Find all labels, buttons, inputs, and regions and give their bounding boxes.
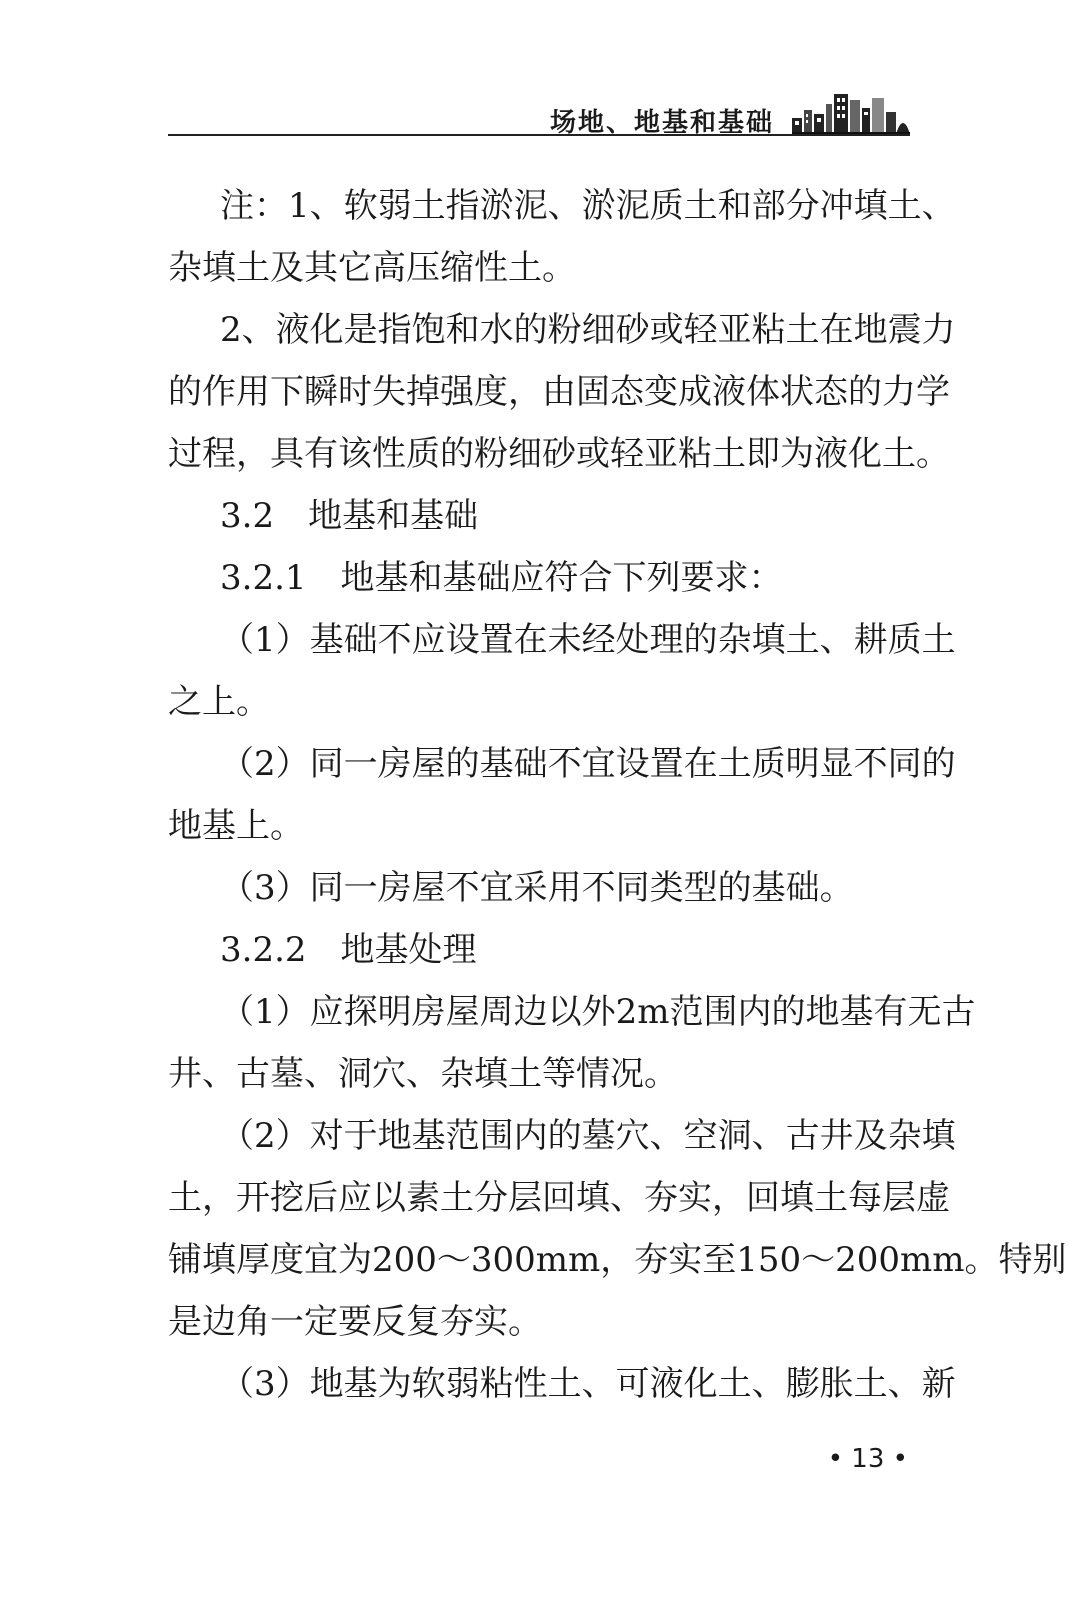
- clause-3-2-2-item-2-line-4: 是边角一定要反复夯实。: [168, 1302, 542, 1342]
- section-number: 3.2: [220, 496, 275, 536]
- city-skyline-icon: [792, 88, 910, 134]
- clause-3-2-1-heading: [220, 556, 783, 600]
- clause-3-2-2-item-2-line-2: 土，开挖后应以素土分层回填、夯实，回填土每层虚: [168, 1178, 950, 1218]
- clause-3-2-1-item-1-line-2: 之上。: [168, 682, 270, 722]
- clause-3-2-2-item-3-line-1: （3）地基为软弱粘性土、可液化土、膨胀土、新: [220, 1364, 956, 1404]
- section-heading: [220, 494, 478, 538]
- liquefaction-line-1: 2、液化是指饱和水的粉细砂或轻亚粘土在地震力: [220, 310, 956, 350]
- clause-3-2-2-item-2-line-3: 铺填厚度宜为200～300mm，夯实至150～200mm。特别: [168, 1240, 1067, 1280]
- clause-number: 3.2.1: [220, 558, 307, 598]
- clause-3-2-1-item-1-line-1: （1）基础不应设置在未经处理的杂填土、耕质土: [220, 620, 956, 660]
- clause-3-2-1-item-2-line-1: （2）同一房屋的基础不宜设置在土质明显不同的: [220, 744, 956, 784]
- clause-title: 地基处理: [340, 930, 477, 970]
- clause-3-2-1-item-3-line-1: （3）同一房屋不宜采用不同类型的基础。: [220, 868, 854, 908]
- liquefaction-line-3: 过程，具有该性质的粉细砂或轻亚粘土即为液化土。: [168, 434, 950, 474]
- note-line-2: 杂填土及其它高压缩性土。: [168, 248, 576, 288]
- clause-title: 地基和基础应符合下列要求：: [340, 558, 783, 598]
- header-rule: [168, 134, 910, 136]
- note-line-1: 注：1、软弱土指淤泥、淤泥质土和部分冲填土、: [220, 186, 956, 226]
- clause-3-2-2-item-1-line-2: 井、古墓、洞穴、杂填土等情况。: [168, 1054, 678, 1094]
- running-head: [168, 88, 910, 136]
- section-title: 地基和基础: [308, 496, 479, 536]
- clause-number: 3.2.2: [220, 930, 307, 970]
- running-head-title: 场地、地基和基础: [549, 108, 774, 138]
- page-number: • 13 •: [827, 1444, 908, 1474]
- clause-3-2-2-heading: [220, 928, 477, 972]
- clause-3-2-1-item-2-line-2: 地基上。: [168, 806, 304, 846]
- clause-3-2-2-item-2-line-1: （2）对于地基范围内的墓穴、空洞、古井及杂填: [220, 1116, 956, 1156]
- liquefaction-line-2: 的作用下瞬时失掉强度，由固态变成液体状态的力学: [168, 372, 950, 412]
- clause-3-2-2-item-1-line-1: （1）应探明房屋周边以外2m范围内的地基有无古: [220, 992, 976, 1032]
